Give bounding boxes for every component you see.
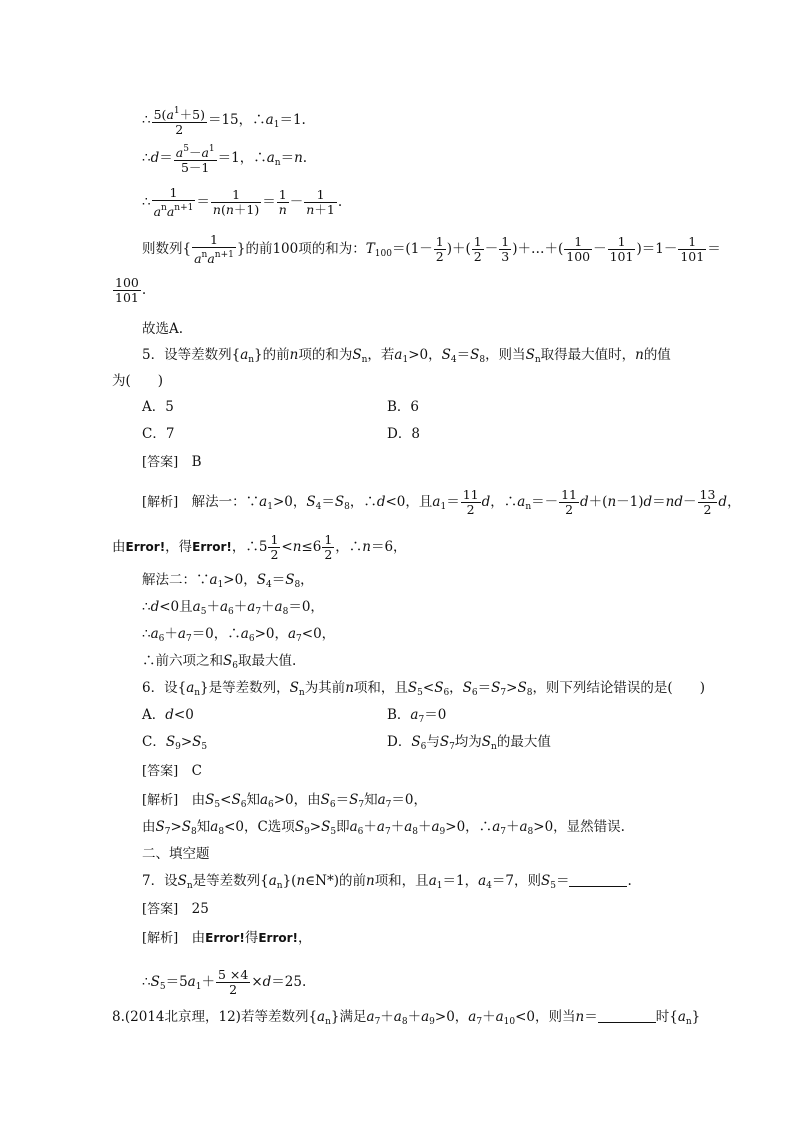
q5-option-d: D．8 xyxy=(387,426,420,442)
solution-line-4: 则数列{ $\frac{1}{a^na^{n+1}}$ }的前100项的和为：$T_{100}=(1-$ $\frac{1}{2}$ )＋( $\frac{1}{2}$ － $\frac{1}{3}$ )＋…＋( $\frac{1}{100}$ － $\frac{1}{101}$ )＝1－ $\frac{1}{101}$ ＝ xyxy=(142,232,721,266)
q6-option-b: B．$a_7=0$ xyxy=(387,707,447,725)
q5-method-2-step-2: $\therefore a_6+a_7=0$，$\therefore a_6>0$，$a_7<0$， xyxy=(142,626,336,644)
q5-method-2-step-1: ∴d<0且$a_5+a_6+a_7+a_8=0$， xyxy=(142,599,324,617)
q6-answer-value: C xyxy=(191,763,202,779)
q5-option-c: C．7 xyxy=(142,426,175,442)
section-2-heading: 二、填空题 xyxy=(142,846,210,862)
question-5-stem-cont: 为( ) xyxy=(112,373,164,389)
q6-explanation-1: [解析] 由$S_5<S_6$知$a_6>0$，由$S_6=S_7$知$a_7=0$， xyxy=(142,792,427,810)
q7-explanation-1: [解析] 由Error!得Error!， xyxy=(142,930,312,946)
q5-option-a: A．5 xyxy=(142,399,174,415)
question-8-stem: 8.(2014北京理，12)若等差数列$\{a_n\}$满足$a_7+a_8+a_9>0$，$a_7+a_{10}<0$，则当n＝ 时$\{a_n\}$ xyxy=(112,1009,701,1027)
q6-answer: [答案] C xyxy=(142,763,202,779)
q6-option-c: C．$S_9>S_5$ xyxy=(142,734,208,752)
choose-a-text: 故选A. xyxy=(142,321,184,337)
q7-explanation-2: $\therefore S_5=5a_1+$ $\frac{5 \times 4}{2}$ ×d＝25. xyxy=(142,967,307,997)
answer-tag: [答案] xyxy=(142,455,179,470)
q5-answer-value: B xyxy=(191,454,202,470)
q5-method-2: 解法二：$\because a_1>0$，$S_4=S_8$， xyxy=(142,572,314,590)
solution-line-4-cont: $\frac{100}{101}$ . xyxy=(115,275,147,305)
q5-explanation-2: 由Error!，得Error!，∴5 $\frac{1}{2}$ <n≤6 $\frac{1}{2}$ ，∴n＝6， xyxy=(112,532,407,562)
q5-answer xyxy=(142,453,202,472)
q5-option-b: B．6 xyxy=(387,399,420,415)
q5-explanation-1: [解析] 解法一：$\because a_1>0$，$S_4=S_8$，∴d<0，且$a_1=$ $\frac{11}{2}$ d，$\therefore a_n=-$ $\frac{11}{2}$ d＋(n－1)d＝nd－ $\frac{13}{2}$ d， xyxy=(142,487,741,517)
q7-answer-value: 25 xyxy=(191,901,209,917)
solution-line-1: ∴ $\frac{5(a^1+5)}{2}$ ＝15，$\therefore a_1=1$. xyxy=(142,106,306,137)
question-6-stem: 6．设$\{a_n\}$是等差数列，$S_n$为其前n项和，且$S_5<S_6$，$S_6=S_7>S_8$，则下列结论错误的是( ) xyxy=(142,680,705,698)
answer-blank[interactable] xyxy=(569,872,627,887)
q6-option-a: A．d<0 xyxy=(142,707,194,723)
solution-line-2: ∴d＝ $\frac{a^5-a^1}{5-1}$ ＝1，$\therefore a_n=n$. xyxy=(142,144,308,175)
q6-option-d: D．$S_6$与$S_7$均为$S_n$的最大值 xyxy=(387,734,551,752)
solution-line-3: ∴ $\frac{1}{a^na^{n+1}}$ ＝ $\frac{1}{n(n+1)}$ ＝ $\frac{1}{n}$ － $\frac{1}{n+1}$ . xyxy=(142,185,343,219)
q5-method-2-step-3: ∴前六项之和$S_6$取最大值. xyxy=(142,653,297,671)
answer-blank[interactable] xyxy=(598,1008,656,1023)
q6-explanation-2: 由$S_7>S_8$知$a_8<0$，C选项$S_9>S_5$即$a_6+a_7+a_8+a_9>0$，$\therefore a_7+a_8>0$，显然错误. xyxy=(142,819,625,837)
question-5-stem: 5．设等差数列$\{a_n\}$的前n项的和为$S_n$，若$a_1>0$，$S_4=S_8$，则当$S_n$取得最大值时，n的值 xyxy=(142,347,671,365)
question-7-stem: 7．设$S_n$是等差数列$\{a_n\}(n\in N*)$的前n项和，且$a_1=1$，$a_4=7$，则$S_5=$ . xyxy=(142,873,632,891)
q7-answer: [答案] 25 xyxy=(142,901,209,917)
